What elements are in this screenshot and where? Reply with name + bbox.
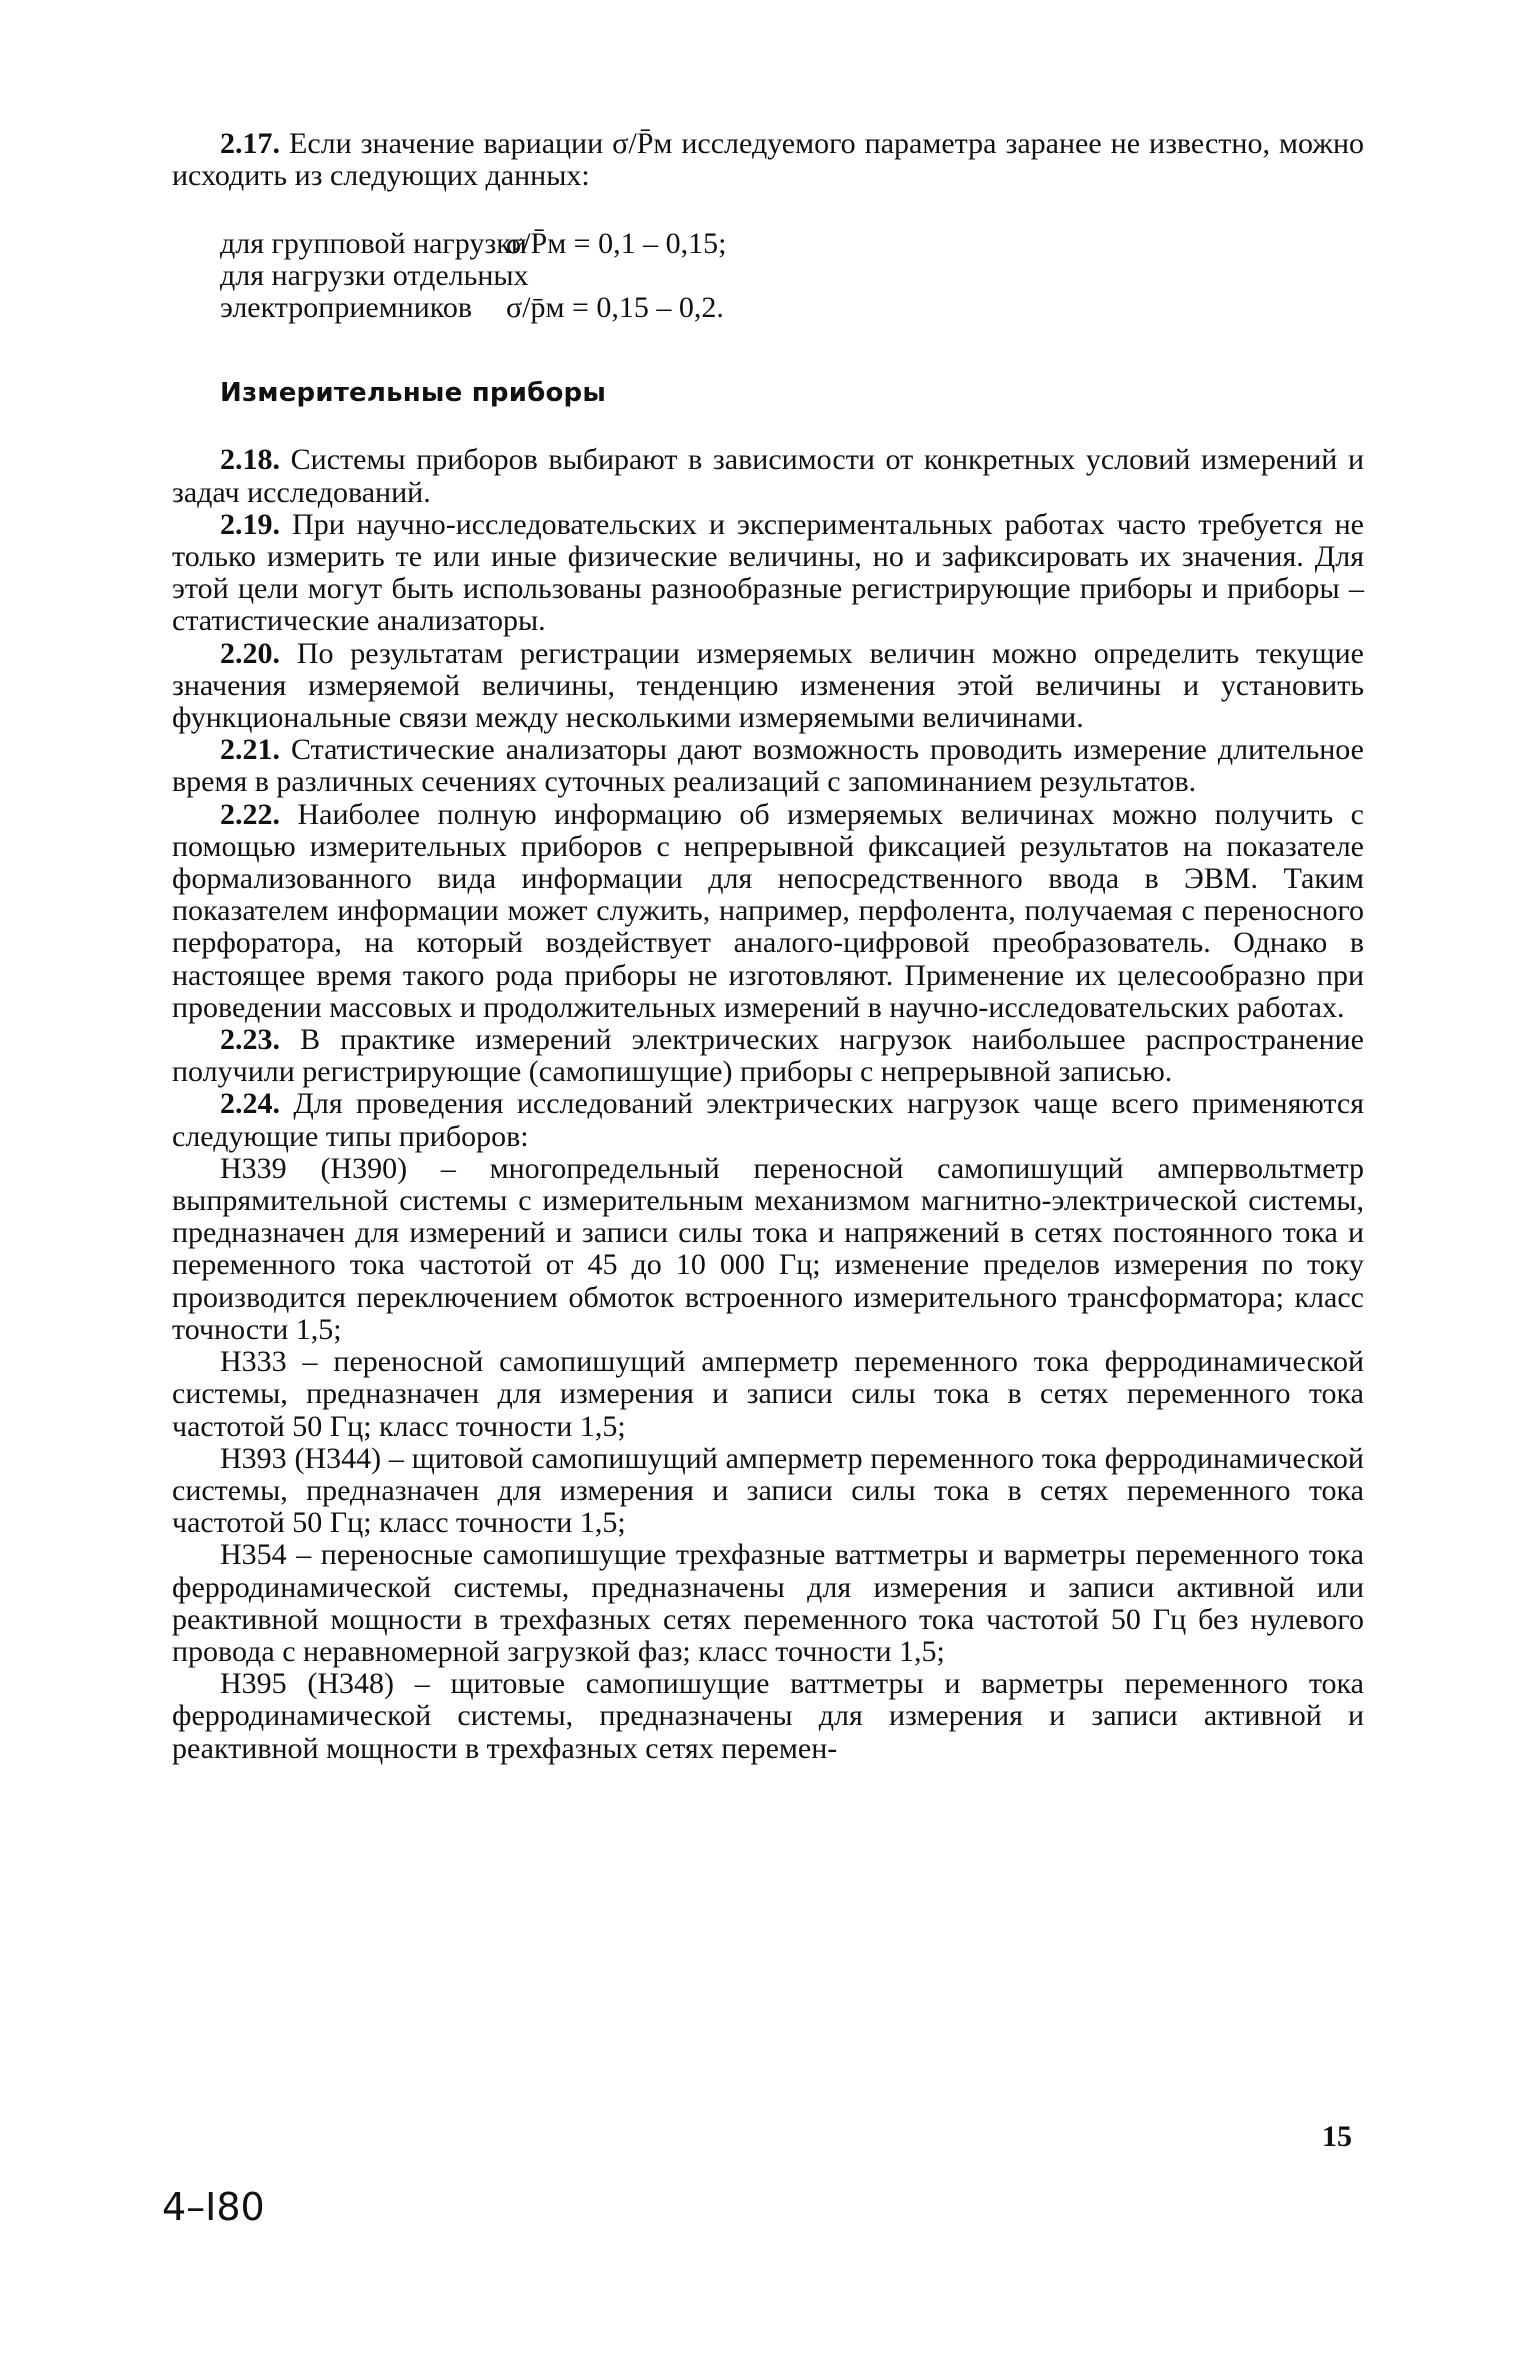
formula-row-individual-load (220, 260, 1364, 292)
formula-value: σ/P̄м = 0,1 – 0,15; (506, 227, 727, 261)
paragraph-2-18 (172, 444, 1364, 508)
formula-value: σ/p̄м = 0,15 – 0,2. (506, 291, 724, 325)
paragraph-text: Если значение вариации σ/P̄м исследуемого параметра заранее не известно, можно исходить из следующих данных: (172, 127, 1364, 193)
paragraph-2-20 (172, 638, 1364, 735)
paragraph-2-24 (172, 1088, 1364, 1152)
paragraph-text: Н354 – переносные самопишущие трехфазные ваттметры и варметры переменного тока ферродинамической системы, предназначены для измерения и записи активной или реактивной мощности в трехфазных сетях переменного тока частотой 50 Гц без нулевого провода с неравномерной загрузкой фаз; класс точности 1,5; (172, 1538, 1364, 1668)
paragraph-number: 2.20. (220, 636, 280, 670)
paragraph-text: Системы приборов выбирают в зависимости от конкретных условий измерений и задач исследований. (172, 443, 1364, 509)
paragraph-text: Статистические анализаторы дают возможность проводить измерение длительное время в различных сечениях суточных реализаций с запоминанием результатов. (172, 733, 1364, 799)
paragraph-number: 2.21. (220, 733, 280, 767)
formula-label: для нагрузки отдельных (220, 259, 529, 293)
paragraph-2-23 (172, 1024, 1364, 1088)
paragraph-text: Н395 (Н348) – щитовые самопишущие ваттметры и варметры переменного тока ферродинамической системы, предназначены для измерения и записи активной и реактивной мощности в трехфазных сетях перемен- (172, 1667, 1364, 1765)
formula-label: для групповой нагрузки (220, 227, 527, 261)
paragraph-text: Для проведения исследований электрических нагрузок чаще всего применяются следующие типы приборов: (172, 1087, 1365, 1153)
paragraph-text: Наиболее полную информацию об измеряемых величинах можно получить с помощью измерительных приборов с непрерывной фиксацией результатов на показателе формализованного вида информации для непосредственного ввода в ЭВМ. Таким показателем информации может служить, например, перфолента, получаемая с переносного перфоратора, на который воздействует аналого-цифровой преобразователь. Однако в настоящее время такого рода приборы не изготовляют. Применение их целесообразно при проведении массовых и продолжительных измерений в научно-исследовательских работах. (172, 797, 1364, 1024)
instrument-h339 (172, 1153, 1364, 1346)
paragraph-text: Н339 (Н390) – многопредельный переносной самопишущий ампервольтметр выпрямительной системы с измерительным механизмом магнитно-электрической системы, предназначен для измерений и записи силы тока и напряжений в сетях постоянного тока и переменного тока частотой от 45 до 10 000 Гц; изменение пределов измерения по току производится переключением обмоток встроенного измерительного трансформатора; класс точности 1,5; (172, 1151, 1364, 1346)
paragraph-text: В практике измерений электрических нагрузок наибольшее распространение получили регистрирующие (самопишущие) приборы с непрерывной записью. (172, 1023, 1364, 1089)
section-title: Измерительные приборы (220, 378, 607, 409)
paragraph-2-22 (172, 799, 1364, 1024)
paragraph-text: Н393 (Н344) – щитовой самопишущий амперметр переменного тока ферродинамической системы, предназначен для измерения и записи силы тока в сетях переменного тока частотой 50 Гц; класс точности 1,5; (172, 1441, 1364, 1540)
paragraph-text: По результатам регистрации измеряемых величин можно определить текущие значения измеряемой величины, тенденцию изменения этой величины и установить функциональные связи между несколькими измеряемыми величинами. (172, 636, 1364, 735)
paragraph-list (172, 444, 1364, 1764)
instrument-h393 (172, 1443, 1364, 1540)
paragraph-number: 2.23. (220, 1023, 280, 1057)
formula-label: электроприемников (220, 291, 473, 325)
paragraph-number: 2.22. (220, 797, 280, 831)
paragraph-number: 2.18. (220, 443, 280, 477)
formula-row-group-load (220, 228, 1364, 260)
paragraph-text: При научно-исследовательских и экспериментальных работах часто требуется не только измерить те или иные физические величины, но и зафиксировать их значения. Для этой цели могут быть использованы разнообразные регистрирующие приборы и приборы – статистические анализаторы. (172, 507, 1365, 638)
text-column (172, 128, 1364, 1765)
paragraph-text: Н333 – переносной самопишущий амперметр переменного тока ферродинамической системы, предназначен для измерения и записи силы тока в сетях переменного тока частотой 50 Гц; класс точности 1,5; (172, 1345, 1364, 1443)
formula-block (220, 228, 1364, 324)
paragraph-number: 2.17. (220, 127, 280, 160)
paragraph-number: 2.24. (220, 1087, 280, 1121)
instrument-h395 (172, 1668, 1364, 1765)
page-number: 15 (1322, 2120, 1352, 2153)
instrument-h333 (172, 1346, 1364, 1443)
instrument-h354 (172, 1539, 1364, 1668)
paragraph-2-17 (172, 128, 1364, 192)
paragraph-2-21 (172, 734, 1364, 798)
sheet-mark: 4–I80 (162, 2185, 265, 2229)
formula-row-receivers (220, 292, 1364, 324)
paragraph-2-19 (172, 509, 1364, 638)
paragraph-number: 2.19. (220, 507, 280, 541)
